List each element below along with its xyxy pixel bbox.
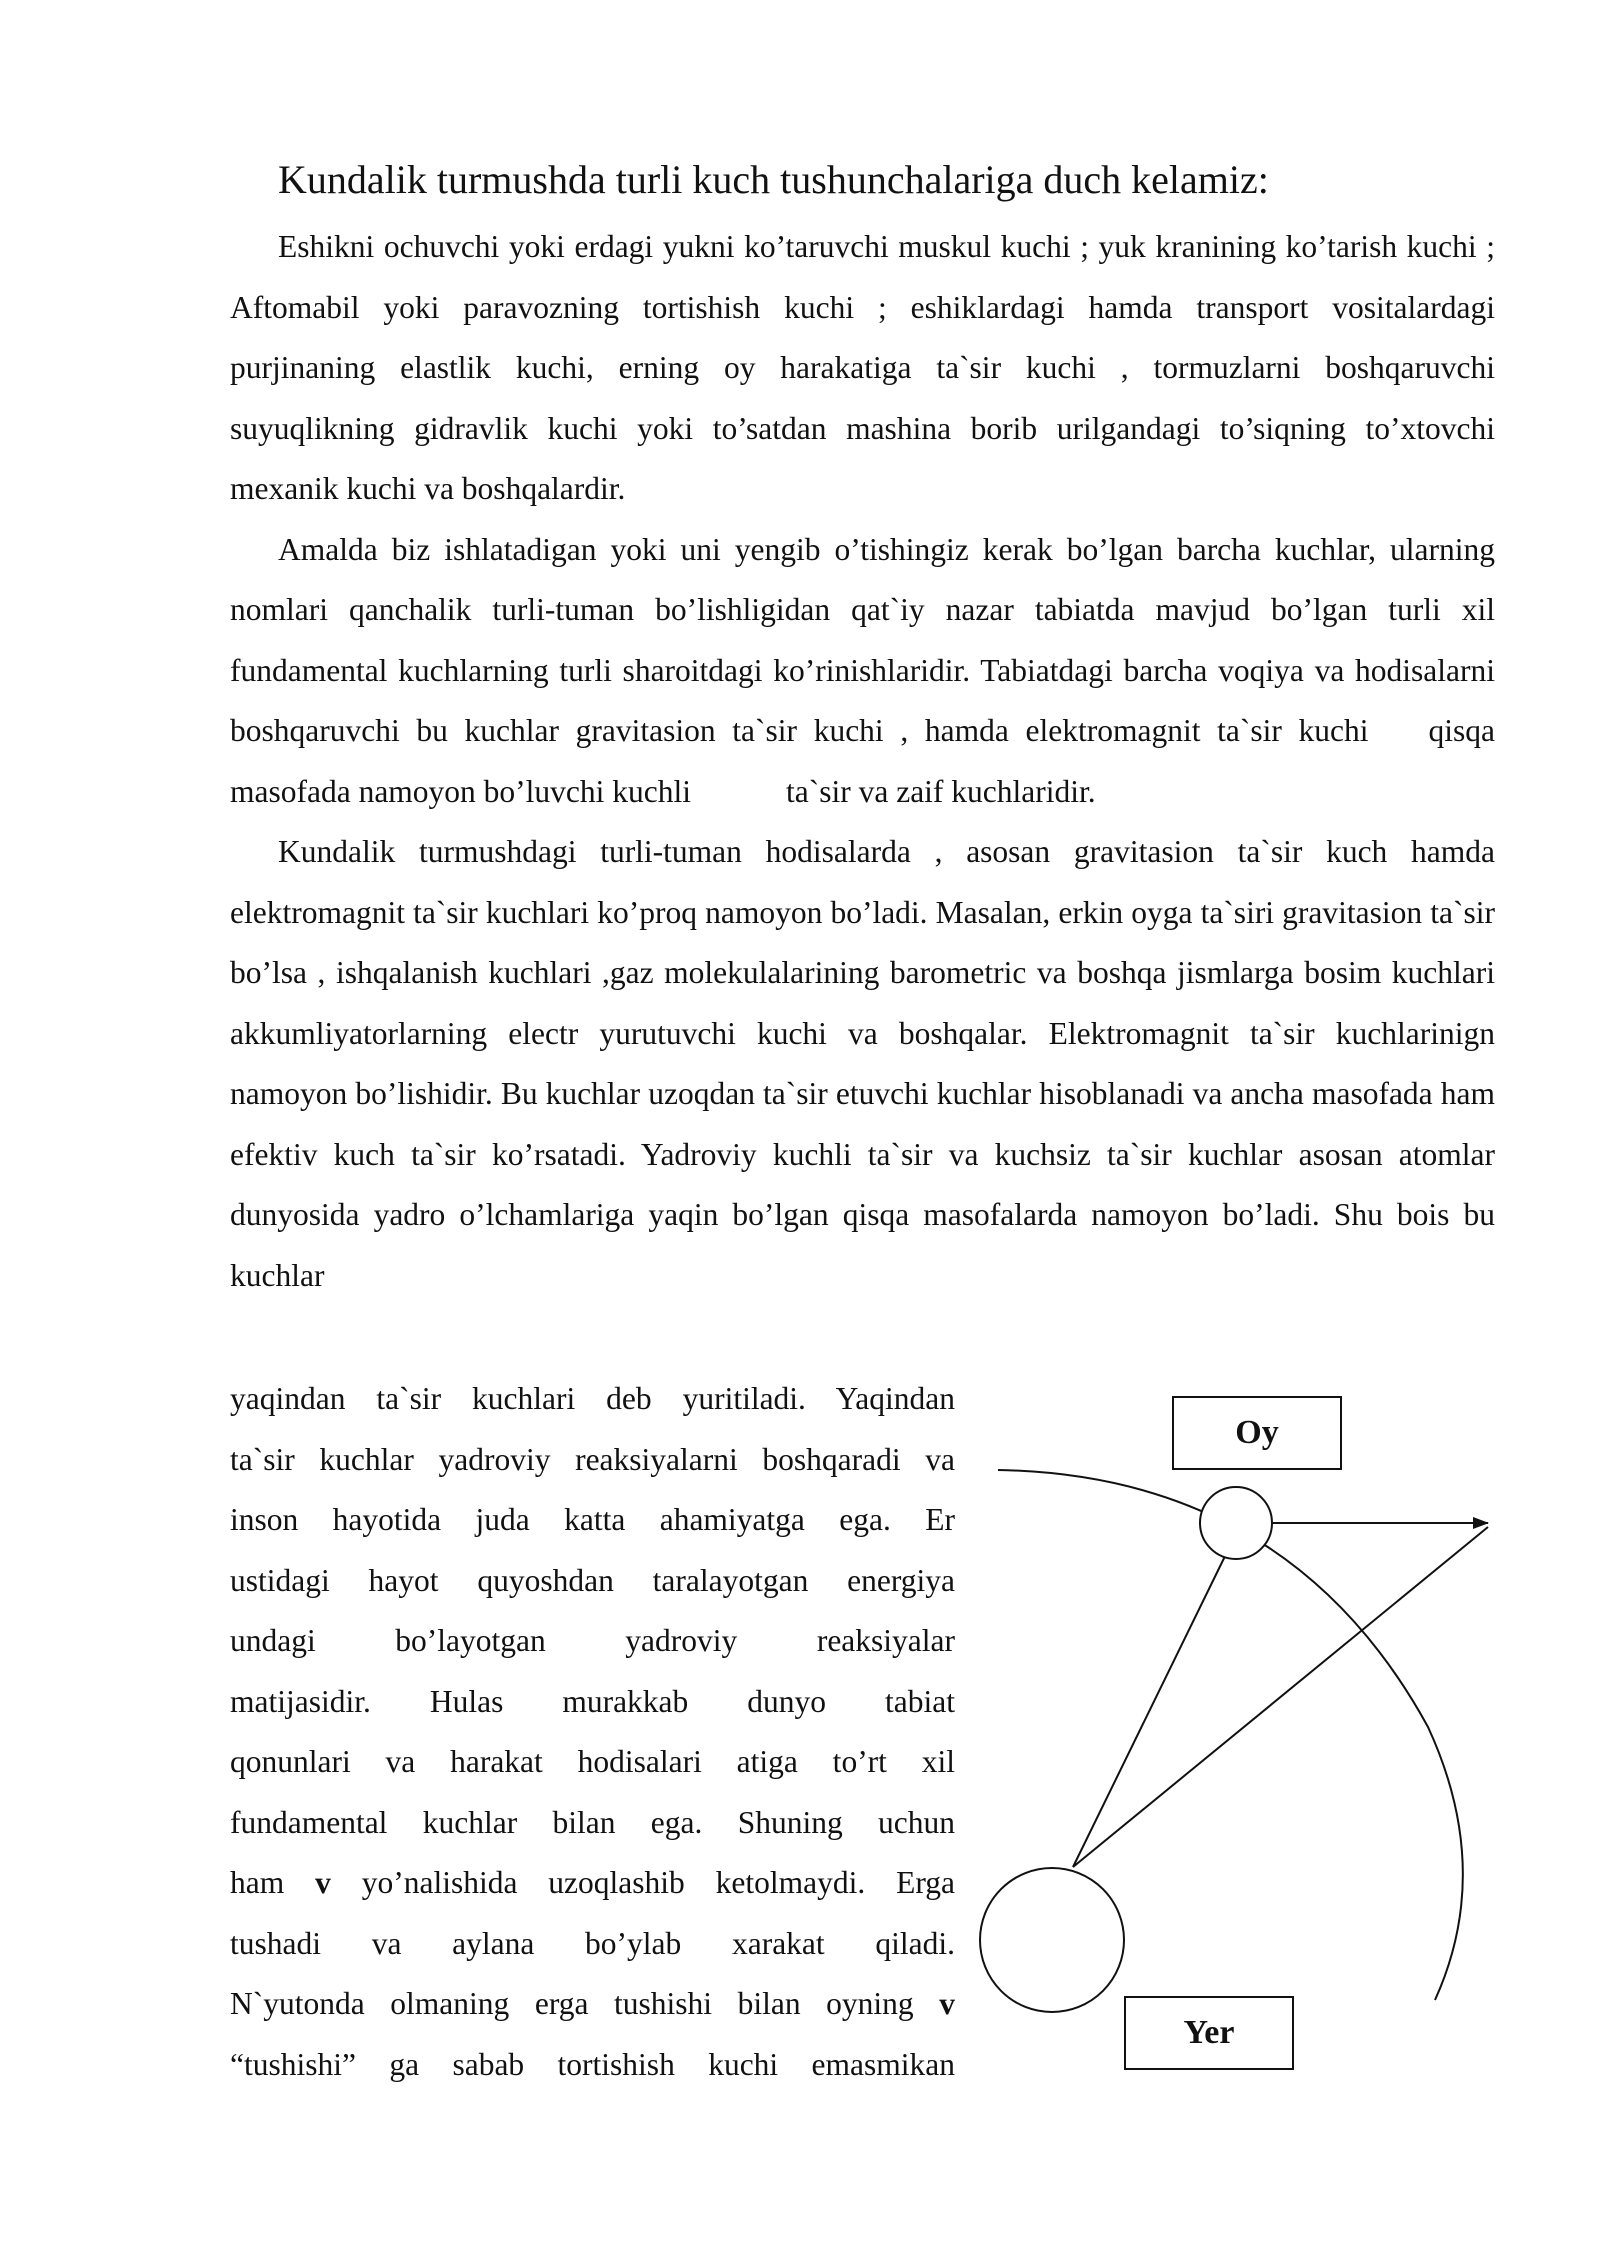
paragraph-1: Eshikni ochuvchi yoki erdagi yukni ko’taruvchi muskul kuchi ; yuk kranining ko’tarish kuchi ; Aftomabil yoki paravozning tortishish kuchi ; eshiklardagi hamda transport vositalardagi purjinaning elastlik kuchi, erning oy harakatiga ta`sir kuchi , tormuzlarni boshqaruvchi suyuqlikning gidravlik kuchi yoki to’satdan mashina borib urilgandagi to’siqning to’xtovchi mexanik kuchi va boshqalardir. xyxy=(230,229,1495,506)
earth-moon-line xyxy=(1073,1548,1229,1867)
text-line-with-velocity xyxy=(230,1853,955,1914)
text-segment: N`yutonda olmaning erga tushishi bilan oyning xyxy=(230,1986,940,2021)
text-line: ustidagi hayot quyoshdan taralayotgan energiya xyxy=(230,1562,955,1598)
text-line: tushadi va aylana bo’ylab xarakat qiladi. xyxy=(230,1925,955,1961)
text-segment: yo’nalishida uzoqlashib ketolmaydi. Erga xyxy=(330,1865,955,1900)
narrow-text-column xyxy=(230,1369,955,2095)
text-line: ta`sir kuchlar yadroviy reaksiyalarni boshqaradi va xyxy=(230,1441,955,1477)
velocity-symbol: v xyxy=(939,1986,955,2021)
moon-circle xyxy=(1200,1487,1272,1559)
section-heading: Kundalik turmushda turli kuch tushunchalariga duch kelamiz: xyxy=(278,157,1269,202)
paragraph-3: Kundalik turmushdagi turli-tuman hodisalarda , asosan gravitasion ta`sir kuch hamda elektromagnit ta`sir kuchlari ko’proq namoyon bo’ladi. Masalan, erkin oyga ta`siri gravitasion ta`sir bo’lsa , ishqalanish kuchlari ,gaz molekulalarining barometric va boshqa jismlarga bosim kuchlari akkumliyatorlarning electr yurutuvchi kuchi va boshqalar. Elektromagnit ta`sir kuchlarinign namoyon bo’lishidir. Bu kuchlar uzoqdan ta`sir etuvchi kuchlar hisoblanadi va ancha masofada ham efektiv kuch ta`sir ko’rsatadi. Yadroviy kuchli ta`sir va kuchsiz ta`sir kuchlar asosan atomlar dunyosida yadro o’lchamlariga yaqin bo’lgan qisqa masofalarda namoyon bo’ladi. Shu bois bu kuchlar xyxy=(230,834,1495,1293)
text-line: inson hayotida juda katta ahamiyatga ega. Er xyxy=(230,1502,955,1537)
text-line: fundamental kuchlar bilan ega. Shuning uchun xyxy=(230,1804,955,1840)
paragraph-2 xyxy=(230,520,1495,823)
body-text xyxy=(230,217,1495,1306)
moon-label: Oy xyxy=(1172,1396,1342,1470)
diagram-canvas xyxy=(960,1370,1520,2090)
paragraph-2-part-c: ta`sir va zaif kuchlaridir. xyxy=(786,773,1096,809)
velocity-symbol: v xyxy=(315,1865,331,1900)
moon-earth-diagram xyxy=(960,1370,1520,2090)
text-line-with-velocity xyxy=(230,1974,955,2035)
text-line: “tushishi” ga sabab tortishish kuchi emasmikan xyxy=(230,2046,955,2082)
earth-circle xyxy=(980,1868,1124,2012)
earth-label: Yer xyxy=(1124,1996,1294,2070)
text-line: undagi bo’layotgan yadroviy reaksiyalar xyxy=(230,1623,955,1658)
paragraph-2-part-b: qisqa masofada namoyon bo’luvchi kuchli xyxy=(230,713,1495,809)
text-line: yaqindan ta`sir kuchlari deb yuritiladi. Yaqindan xyxy=(230,1381,955,1416)
paragraph-2-part-a: Amalda biz ishlatadigan yoki uni yengib o’tishingiz kerak bo’lgan barcha kuchlar, ularning nomlari qanchalik turli-tuman bo’lishligidan qat`iy nazar tabiatda mavjud bo’lgan turli xil fundamental kuchlarning turli sharoitdagi ko’rinishlaridir. Tabiatdagi barcha voqiya va hodisalarni boshqaruvchi bu kuchlar gravitasion ta`sir kuchi , hamda elektromagnit ta`sir kuchi xyxy=(230,531,1495,748)
text-line: matijasidir. Hulas murakkab dunyo tabiat xyxy=(230,1683,955,1719)
text-segment: ham xyxy=(230,1865,316,1900)
text-line: qonunlari va harakat hodisalari atiga to’rt xil xyxy=(230,1744,955,1779)
tangent-line xyxy=(1073,1527,1488,1867)
